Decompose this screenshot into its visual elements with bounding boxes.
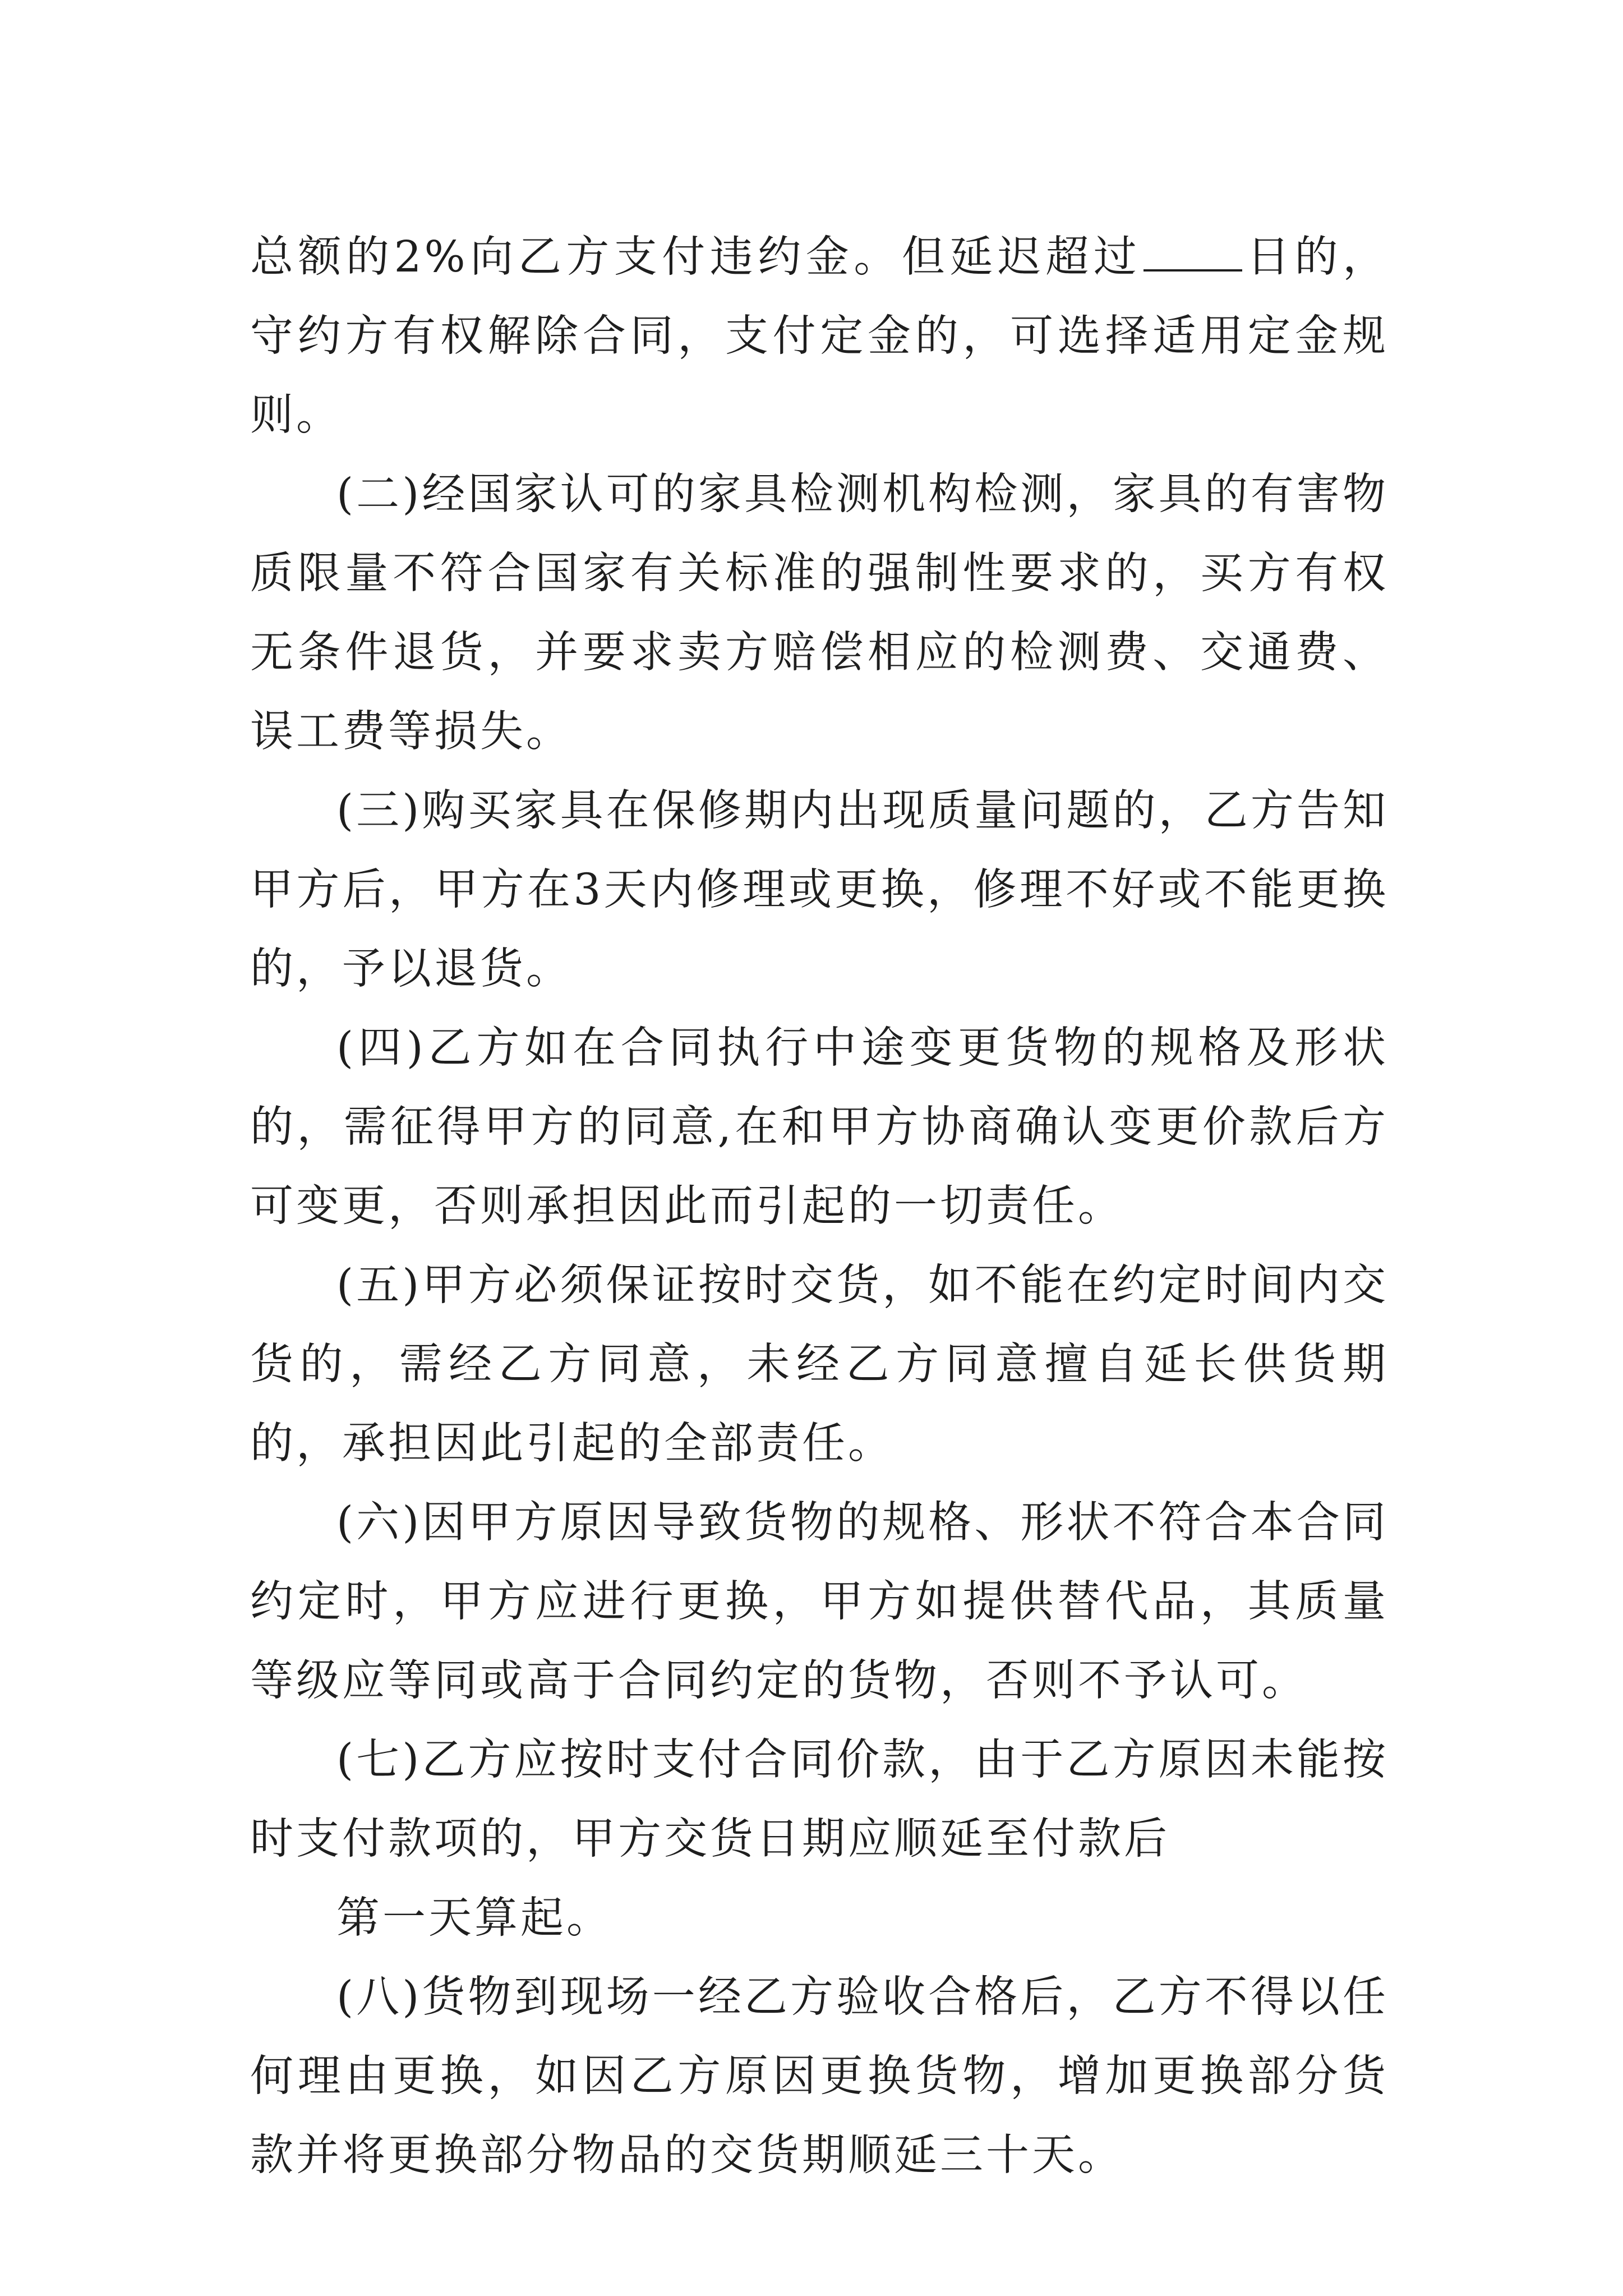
paragraph-clause-2: (二)经国家认可的家具检测机构检测，家具的有害物质限量不符合国家有关标准的强制性要求的，买方有权无条件退货，并要求卖方赔偿相应的检测费、交通费、误工费等损失。 — [250, 470, 1389, 757]
document-body — [250, 218, 1389, 2195]
paragraph-clause-4: (四)乙方如在合同执行中途变更货物的规格及形状的，需征得甲方的同意,在和甲方协商确认变更价款后方可变更，否则承担因此而引起的一切责任。 — [250, 1023, 1389, 1231]
paragraph-clause-5: (五)甲方必须保证按时交货，如不能在约定时间内交货的，需经乙方同意，未经乙方同意擅自延长供货期的，承担因此引起的全部责任。 — [250, 1260, 1389, 1469]
paragraph-text-before-blank: 总额的2%向乙方支付违约金。但延迟超过 — [250, 232, 1142, 282]
paragraph-clause-3: (三)购买家具在保修期内出现质量问题的，乙方告知甲方后，甲方在3天内修理或更换，修理不好或不能更换的，予以退货。 — [250, 786, 1389, 994]
paragraph-text-after-blank: 日的，守约方有权解除合同，支付定金的，可选择适用定金规则。 — [250, 232, 1389, 440]
paragraph-clause-7: (七)乙方应按时支付合同价款，由于乙方原因未能按时支付款项的，甲方交货日期应顺延至付款后 — [250, 1735, 1389, 1864]
fill-in-blank-days — [1144, 236, 1242, 272]
paragraph-penalty-continuation — [250, 218, 1389, 455]
paragraph-clause-6: (六)因甲方原因导致货物的规格、形状不符合本合同约定时，甲方应进行更换，甲方如提供替代品，其质量等级应等同或高于合同约定的货物，否则不予认可。 — [250, 1498, 1389, 1706]
paragraph-clause-7-continuation: 第一天算起。 — [336, 1893, 612, 1943]
paragraph-clause-8: (八)货物到现场一经乙方验收合格后，乙方不得以任何理由更换，如因乙方原因更换货物，增加更换部分货款并将更换部分物品的交货期顺延三十天。 — [250, 1972, 1389, 2180]
